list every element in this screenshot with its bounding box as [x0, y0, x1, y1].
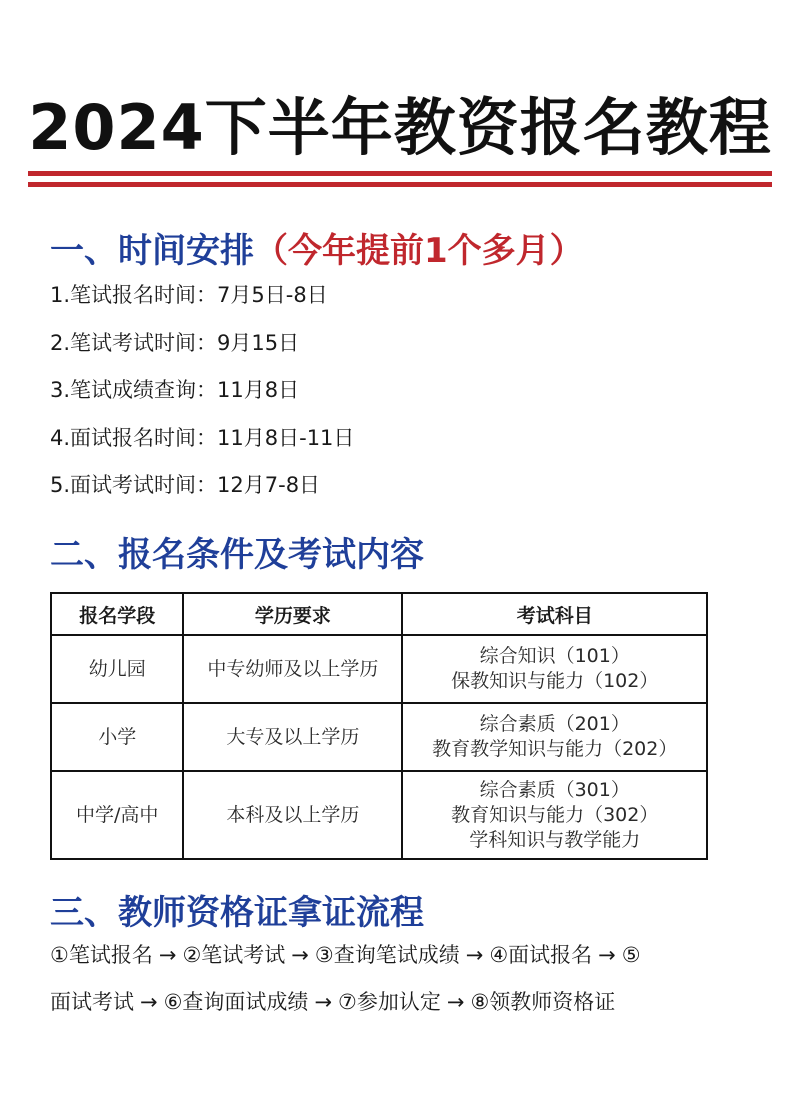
process-line: [50, 935, 750, 982]
table-header-row: [51, 593, 707, 635]
arrow-icon: →: [158, 943, 177, 967]
subject-item: 综合素质（201）: [479, 713, 630, 735]
section-heading-process: 三、教师资格证拿证流程: [50, 893, 424, 933]
schedule-item: 2.笔试考试时间：9月15日: [50, 330, 300, 355]
table-header-subjects: 考试科目: [402, 593, 707, 635]
process-step: ④面试报名: [489, 943, 593, 967]
arrow-icon: →: [291, 943, 309, 967]
schedule-item: 1.笔试报名时间：7月5日-8日: [50, 283, 328, 307]
subject-item: 教育知识与能力（302）: [451, 803, 659, 826]
section-heading-schedule: [50, 223, 584, 272]
schedule-item: 5.面试考试时间：12月7-8日: [50, 473, 321, 497]
arrow-icon: →: [314, 990, 333, 1014]
process-step: ③查询笔试成绩: [314, 943, 460, 967]
arrow-icon: →: [465, 943, 484, 967]
process-line: [50, 982, 750, 1029]
cell-stage: 幼儿园: [51, 635, 183, 703]
process-step: 面试考试: [50, 990, 134, 1014]
schedule-item: 3.笔试成绩查询：11月8日: [50, 378, 300, 402]
title-rule-top: [28, 171, 772, 176]
subject-item: 综合素质（301）: [479, 778, 630, 801]
process-step: ⑧领教师资格证: [470, 990, 616, 1014]
page-title: 2024下半年教资报名教程: [28, 91, 772, 164]
cell-subjects: [402, 635, 707, 703]
subject-item: 学科知识与教学能力: [469, 828, 641, 851]
process-step: ②笔试考试: [182, 943, 286, 967]
process-step: ⑤: [621, 943, 641, 967]
section-heading-requirements: 二、报名条件及考试内容: [50, 535, 424, 575]
schedule-list: [50, 275, 354, 513]
subject-item: 教育教学知识与能力（202）: [432, 738, 678, 760]
arrow-icon: →: [598, 943, 616, 967]
cell-subjects: [402, 771, 707, 859]
cell-education: 大专及以上学历: [183, 703, 402, 771]
schedule-item: 4.面试报名时间：11月8日-11日: [50, 425, 355, 450]
table-row: [51, 703, 707, 771]
arrow-icon: →: [446, 990, 465, 1014]
subject-item: 综合知识（101）: [479, 645, 630, 667]
section-heading-text: 一、时间安排: [50, 231, 254, 271]
process-step: ⑦参加认定: [338, 990, 441, 1014]
title-rule-bottom: [28, 182, 772, 187]
process-flow: [50, 935, 750, 1029]
table-header-education: 学历要求: [183, 593, 402, 635]
process-step: ⑥查询面试成绩: [163, 990, 309, 1014]
table-row: [51, 635, 707, 703]
arrow-icon: →: [140, 990, 158, 1014]
table-row: [51, 771, 707, 859]
cell-stage: 中学/高中: [51, 771, 183, 859]
process-step: ①笔试报名: [50, 943, 153, 967]
requirements-table: [50, 592, 708, 860]
cell-education: 中专幼师及以上学历: [183, 635, 402, 703]
cell-education: 本科及以上学历: [183, 771, 402, 859]
cell-subjects: [402, 703, 707, 771]
table-header-stage: 报名学段: [51, 593, 183, 635]
section-heading-accent: （今年提前1个多月）: [254, 231, 584, 271]
cell-stage: 小学: [51, 703, 183, 771]
subject-item: 保教知识与能力（102）: [451, 670, 659, 692]
